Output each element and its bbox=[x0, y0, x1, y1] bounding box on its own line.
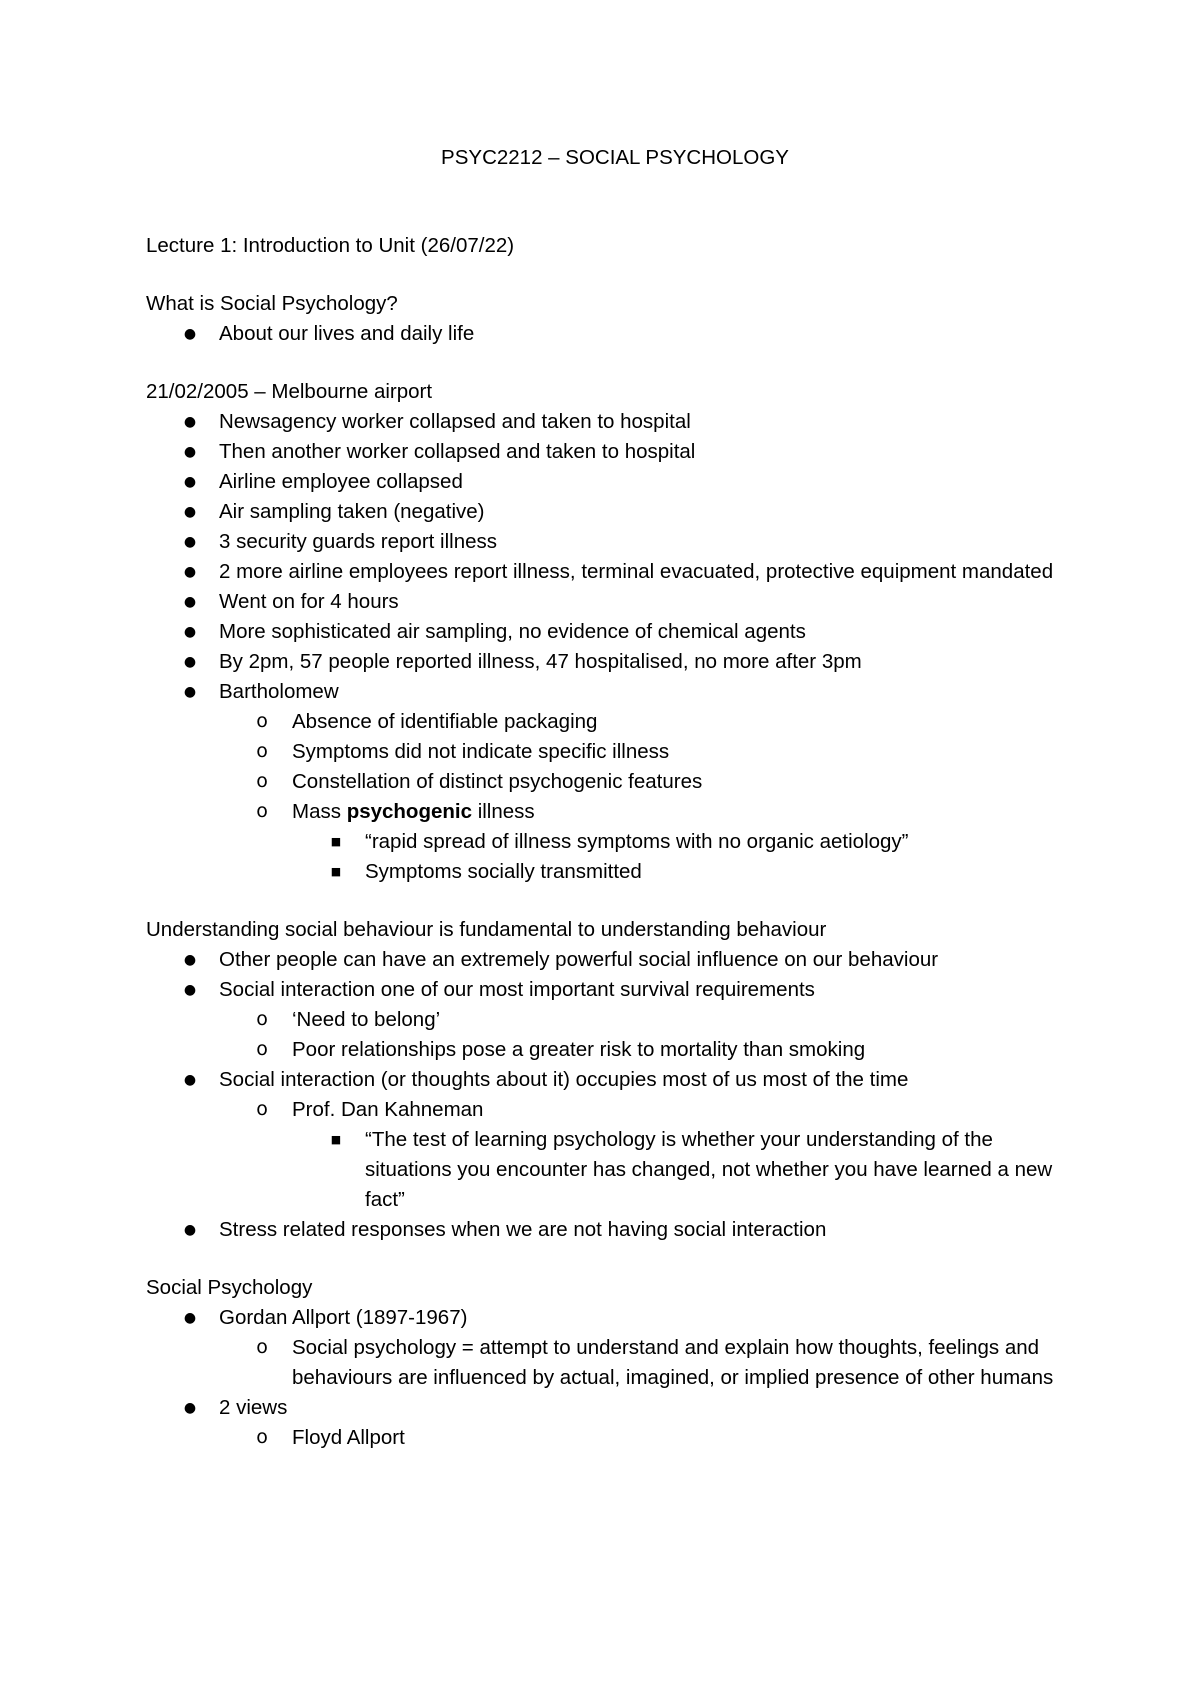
list-item: ■ Symptoms socially transmitted bbox=[146, 857, 1080, 887]
bullet-list bbox=[146, 945, 1080, 1245]
bullet-icon: ● bbox=[183, 1072, 197, 1088]
bullet-icon: ● bbox=[183, 444, 197, 460]
list-item: o ‘Need to belong’ bbox=[146, 1005, 1080, 1035]
list-item: o Prof. Dan Kahneman bbox=[146, 1095, 1080, 1125]
bullet-icon: ● bbox=[183, 982, 197, 998]
bullet-icon: ● bbox=[183, 654, 197, 670]
list-item: o Absence of identifiable packaging bbox=[146, 707, 1080, 737]
list-item: ● Social interaction one of our most important survival requirements bbox=[146, 975, 1080, 1005]
section-heading-understanding: Understanding social behaviour is fundamental to understanding behaviour bbox=[146, 918, 827, 941]
bullet-icon: ● bbox=[183, 952, 197, 968]
bullet-icon: ● bbox=[183, 1400, 197, 1416]
list-item: o Floyd Allport bbox=[146, 1423, 1080, 1453]
list-item: ● Social interaction (or thoughts about it) occupies most of us most of the time bbox=[146, 1065, 1080, 1095]
list-item: ● 2 views bbox=[146, 1393, 1080, 1423]
list-item: ● About our lives and daily life bbox=[146, 319, 1080, 349]
list-item: o Constellation of distinct psychogenic features bbox=[146, 767, 1080, 797]
bullet-icon: ● bbox=[183, 1222, 197, 1238]
list-item: ● Went on for 4 hours bbox=[146, 587, 1080, 617]
list-item: ● More sophisticated air sampling, no evidence of chemical agents bbox=[146, 617, 1080, 647]
list-item: ■ “rapid spread of illness symptoms with no organic aetiology” bbox=[146, 827, 1080, 857]
bullet-icon: ● bbox=[183, 534, 197, 550]
bullet-icon: ● bbox=[183, 684, 197, 700]
list-item: ● Then another worker collapsed and taken to hospital bbox=[146, 437, 1080, 467]
list-item: ● Air sampling taken (negative) bbox=[146, 497, 1080, 527]
list-item: ● Airline employee collapsed bbox=[146, 467, 1080, 497]
circle-bullet-icon: o bbox=[256, 1336, 268, 1358]
bullet-icon: ● bbox=[183, 414, 197, 430]
list-item: ● 3 security guards report illness bbox=[146, 527, 1080, 557]
list-item: o Symptoms did not indicate specific illness bbox=[146, 737, 1080, 767]
bullet-icon: ● bbox=[183, 474, 197, 490]
list-item: o Social psychology = attempt to understand and explain how thoughts, feelings and behaviours are influenced by actual, imagined, or implied presence of other humans bbox=[146, 1333, 1080, 1393]
list-item: ● 2 more airline employees report illness, terminal evacuated, protective equipment mandated bbox=[146, 557, 1080, 587]
section-heading-melbourne: 21/02/2005 – Melbourne airport bbox=[146, 380, 433, 403]
bullet-icon: ● bbox=[183, 624, 197, 640]
circle-bullet-icon: o bbox=[256, 710, 268, 732]
bold-term: psychogenic bbox=[346, 800, 472, 823]
list-item: o Mass psychogenic illness bbox=[146, 797, 1080, 827]
list-item: ● Gordan Allport (1897-1967) bbox=[146, 1303, 1080, 1333]
bullet-icon: ● bbox=[183, 504, 197, 520]
bullet-icon: ● bbox=[183, 564, 197, 580]
list-item: ● Stress related responses when we are not having social interaction bbox=[146, 1215, 1080, 1245]
square-bullet-icon: ■ bbox=[330, 1133, 342, 1146]
circle-bullet-icon: o bbox=[256, 1008, 268, 1030]
list-item: ● Other people can have an extremely powerful social influence on our behaviour bbox=[146, 945, 1080, 975]
circle-bullet-icon: o bbox=[256, 1426, 268, 1448]
section-heading-what-is: What is Social Psychology? bbox=[146, 292, 398, 315]
list-item: ● By 2pm, 57 people reported illness, 47 hospitalised, no more after 3pm bbox=[146, 647, 1080, 677]
lecture-heading: Lecture 1: Introduction to Unit (26/07/22) bbox=[146, 234, 515, 257]
circle-bullet-icon: o bbox=[256, 770, 268, 792]
list-item: ■ “The test of learning psychology is whether your understanding of the situations you encounter has changed, not whether you have learned a new fact” bbox=[146, 1125, 1080, 1215]
bullet-list bbox=[146, 1303, 1080, 1453]
list-item: ● Bartholomew bbox=[146, 677, 1080, 707]
bullet-icon: ● bbox=[183, 326, 197, 342]
list-item: ● Newsagency worker collapsed and taken to hospital bbox=[146, 407, 1080, 437]
list-item: o Poor relationships pose a greater risk to mortality than smoking bbox=[146, 1035, 1080, 1065]
square-bullet-icon: ■ bbox=[330, 835, 342, 848]
circle-bullet-icon: o bbox=[256, 740, 268, 762]
square-bullet-icon: ■ bbox=[330, 865, 342, 878]
document-title: PSYC2212 – SOCIAL PSYCHOLOGY bbox=[441, 146, 789, 169]
circle-bullet-icon: o bbox=[256, 800, 268, 822]
circle-bullet-icon: o bbox=[256, 1038, 268, 1060]
bullet-list bbox=[146, 407, 1080, 887]
circle-bullet-icon: o bbox=[256, 1098, 268, 1120]
bullet-list bbox=[146, 319, 1080, 349]
section-heading-social-psychology: Social Psychology bbox=[146, 1276, 313, 1299]
bullet-icon: ● bbox=[183, 594, 197, 610]
bullet-icon: ● bbox=[183, 1310, 197, 1326]
